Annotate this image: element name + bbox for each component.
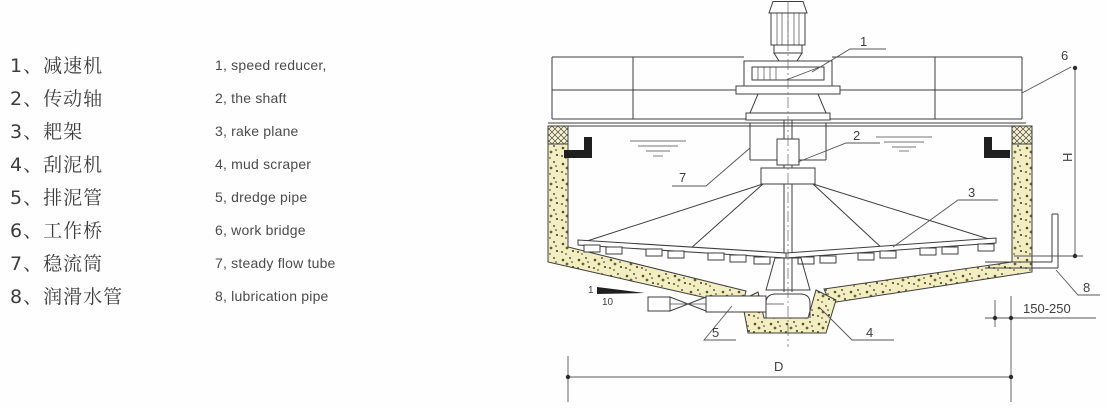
legend-cn-5: 5、排泥管 (10, 187, 104, 209)
dredge-pipe (648, 296, 784, 312)
dimension-d (566, 356, 1013, 402)
svg-text:3: 3 (968, 185, 976, 200)
diameter-label: D (774, 359, 784, 374)
callout-6 (1022, 48, 1071, 93)
dimension-edge-gap (985, 296, 1096, 402)
slope-marker (588, 285, 645, 308)
edge-gap-label: 150-250 (1023, 301, 1071, 316)
legend-row (0, 246, 430, 279)
clarifier-cross-section-diagram (540, 0, 1108, 409)
legend-row (0, 147, 430, 180)
slope-rise-label: 1 (588, 285, 594, 296)
water-level-left (630, 141, 686, 156)
height-label: H (1060, 152, 1075, 162)
legend-row (0, 180, 430, 213)
svg-text:2: 2 (853, 128, 861, 143)
legend-cn-6: 6、工作桥 (10, 220, 104, 242)
legend-en-8: 8, lubrication pipe (215, 287, 329, 304)
slope-run-label: 10 (602, 297, 614, 308)
callout-3 (893, 185, 998, 247)
water-level-right (876, 137, 932, 151)
legend-cn-7: 7、稳流筒 (10, 253, 104, 275)
legend-row (0, 213, 430, 246)
legend (0, 48, 430, 312)
wall-top-left (548, 126, 568, 144)
legend-en-5: 5, dredge pipe (215, 188, 308, 205)
wall-top-right (1012, 126, 1032, 144)
legend-cn-4: 4、刮泥机 (10, 154, 104, 176)
svg-text:8: 8 (1083, 280, 1091, 295)
svg-text:6: 6 (1061, 48, 1069, 63)
legend-row (0, 48, 430, 81)
legend-en-6: 6, work bridge (215, 221, 306, 238)
legend-en-3: 3, rake plane (215, 122, 299, 139)
svg-text:1: 1 (860, 34, 868, 49)
weir-baffle-right (984, 137, 1010, 158)
legend-cn-2: 2、传动轴 (10, 88, 104, 110)
legend-row (0, 279, 430, 312)
callout-7 (672, 148, 750, 186)
legend-en-4: 4, mud scraper (215, 155, 312, 172)
legend-cn-8: 8、润滑水管 (10, 286, 124, 308)
legend-cn-3: 3、耙架 (10, 121, 84, 143)
legend-row (0, 81, 430, 114)
legend-en-7: 7, steady flow tube (215, 254, 336, 271)
svg-text:5: 5 (712, 325, 720, 340)
svg-text:7: 7 (679, 170, 687, 185)
svg-text:4: 4 (866, 325, 874, 340)
callout-2 (798, 128, 880, 162)
legend-cn-1: 1、减速机 (10, 55, 104, 77)
legend-en-1: 1, speed reducer, (215, 56, 327, 73)
legend-row (0, 114, 430, 147)
legend-en-2: 2, the shaft (215, 89, 287, 106)
callout-8 (1056, 270, 1100, 295)
